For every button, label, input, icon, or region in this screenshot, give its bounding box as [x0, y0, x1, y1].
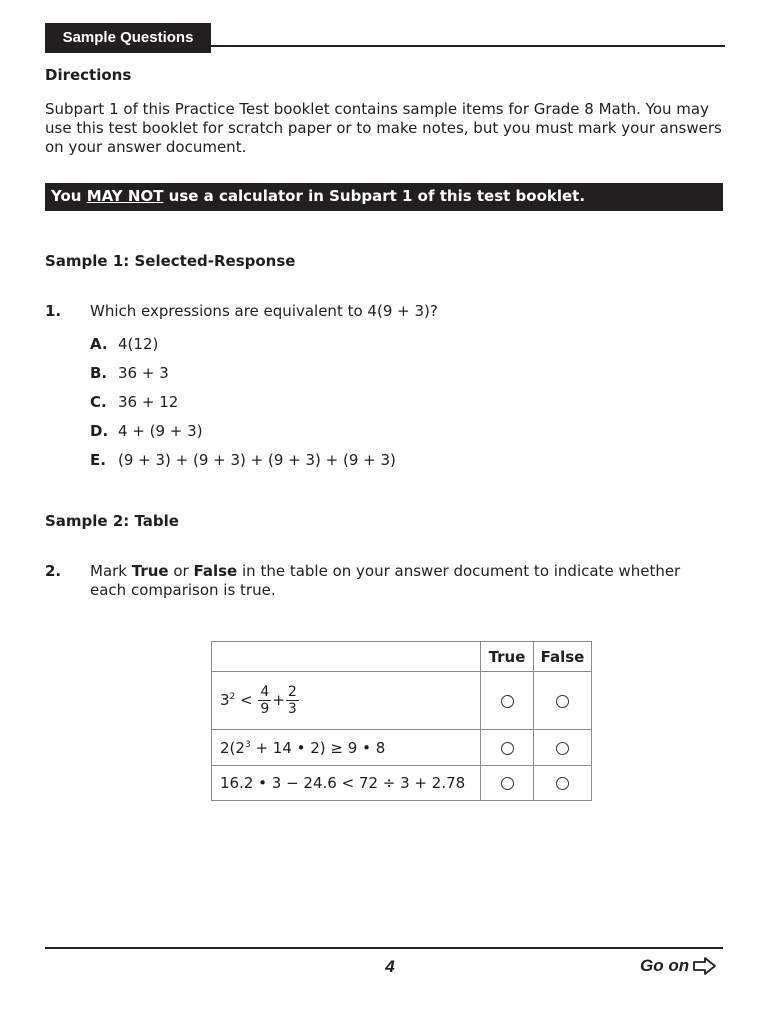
option-letter: B. — [90, 364, 108, 382]
comparison-expression: 16.2 • 3 − 24.6 < 72 ÷ 3 + 2.78 — [212, 766, 481, 801]
table-header-blank — [212, 642, 481, 672]
question1-number: 1. — [45, 302, 62, 320]
go-on-label: Go on — [640, 956, 690, 975]
fraction-numerator: 2 — [287, 684, 297, 700]
q2-false-word: False — [193, 562, 238, 580]
option-letter: C. — [90, 393, 107, 411]
option-letter: D. — [90, 422, 109, 440]
option-text: 36 + 3 — [118, 364, 169, 382]
false-bubble[interactable] — [556, 777, 569, 790]
directions-text: Subpart 1 of this Practice Test booklet contains sample items for Grade 8 Math. You may use this test booklet for scratch paper or to make notes, but you must mark your answers on your answer document. — [45, 100, 722, 156]
go-on-indicator — [640, 956, 717, 976]
calculator-notice-pre: You — [51, 187, 87, 205]
false-cell — [534, 730, 592, 766]
true-cell — [481, 672, 534, 730]
true-cell — [481, 730, 534, 766]
fraction-denominator: 9 — [260, 701, 270, 717]
false-cell — [534, 672, 592, 730]
true-bubble[interactable] — [501, 777, 514, 790]
option-text: 4 + (9 + 3) — [118, 422, 203, 440]
table-row — [212, 672, 592, 730]
expr-pre: 2(2 — [220, 738, 245, 757]
false-bubble[interactable] — [556, 695, 569, 708]
arrow-right-icon — [693, 957, 717, 975]
table-row — [212, 730, 592, 766]
expr-exponent: 3 — [244, 739, 251, 750]
fraction — [286, 684, 299, 717]
header-rule — [211, 45, 725, 47]
q2-post: in the table on your answer document to indicate whether each comparison is true. — [90, 562, 681, 599]
directions-heading: Directions — [45, 66, 132, 84]
section-tab: Sample Questions — [45, 23, 211, 53]
expr-post: + 14 • 2) ≥ 9 • 8 — [250, 738, 386, 757]
fraction-denominator: 3 — [287, 701, 297, 717]
page-number: 4 — [385, 957, 395, 976]
option-text: 4(12) — [118, 335, 159, 353]
calculator-notice-post: use a calculator in Subpart 1 of this test booklet. — [163, 187, 586, 205]
expr-base: 3 — [220, 691, 230, 709]
calculator-notice — [45, 183, 723, 211]
calculator-notice-emphasis: MAY NOT — [86, 187, 164, 205]
option-letter: A. — [90, 335, 108, 353]
true-bubble[interactable] — [501, 695, 514, 708]
sample2-heading: Sample 2: Table — [45, 512, 179, 530]
option-d[interactable] — [90, 421, 203, 441]
expr-operator: < — [235, 691, 258, 709]
option-e[interactable] — [90, 450, 396, 470]
option-c[interactable] — [90, 392, 178, 412]
option-text: 36 + 12 — [118, 393, 179, 411]
true-bubble[interactable] — [501, 742, 514, 755]
comparison-expression — [212, 730, 481, 766]
sample1-heading: Sample 1: Selected-Response — [45, 252, 296, 270]
question1-text: Which expressions are equivalent to 4(9 + 3)? — [90, 302, 438, 320]
question2-number: 2. — [45, 562, 62, 580]
expr-exponent: 2 — [229, 692, 236, 702]
false-cell — [534, 766, 592, 801]
comparison-table — [211, 641, 592, 801]
false-bubble[interactable] — [556, 742, 569, 755]
q2-true-word: True — [131, 562, 169, 580]
table-row — [212, 766, 592, 801]
table-header-false: False — [534, 642, 592, 672]
option-a[interactable] — [90, 334, 158, 354]
option-letter: E. — [90, 451, 106, 469]
expr-plus: + — [272, 691, 285, 709]
option-b[interactable] — [90, 363, 169, 383]
table-header-row — [212, 642, 592, 672]
q2-pre: Mark — [90, 562, 132, 580]
fraction-numerator: 4 — [260, 684, 270, 700]
true-cell — [481, 766, 534, 801]
comparison-expression — [212, 672, 481, 730]
question2-text — [90, 562, 710, 600]
q2-mid: or — [168, 562, 194, 580]
footer-rule — [45, 947, 723, 949]
option-text: (9 + 3) + (9 + 3) + (9 + 3) + (9 + 3) — [118, 451, 396, 469]
table-header-true: True — [481, 642, 534, 672]
fraction — [258, 684, 271, 717]
